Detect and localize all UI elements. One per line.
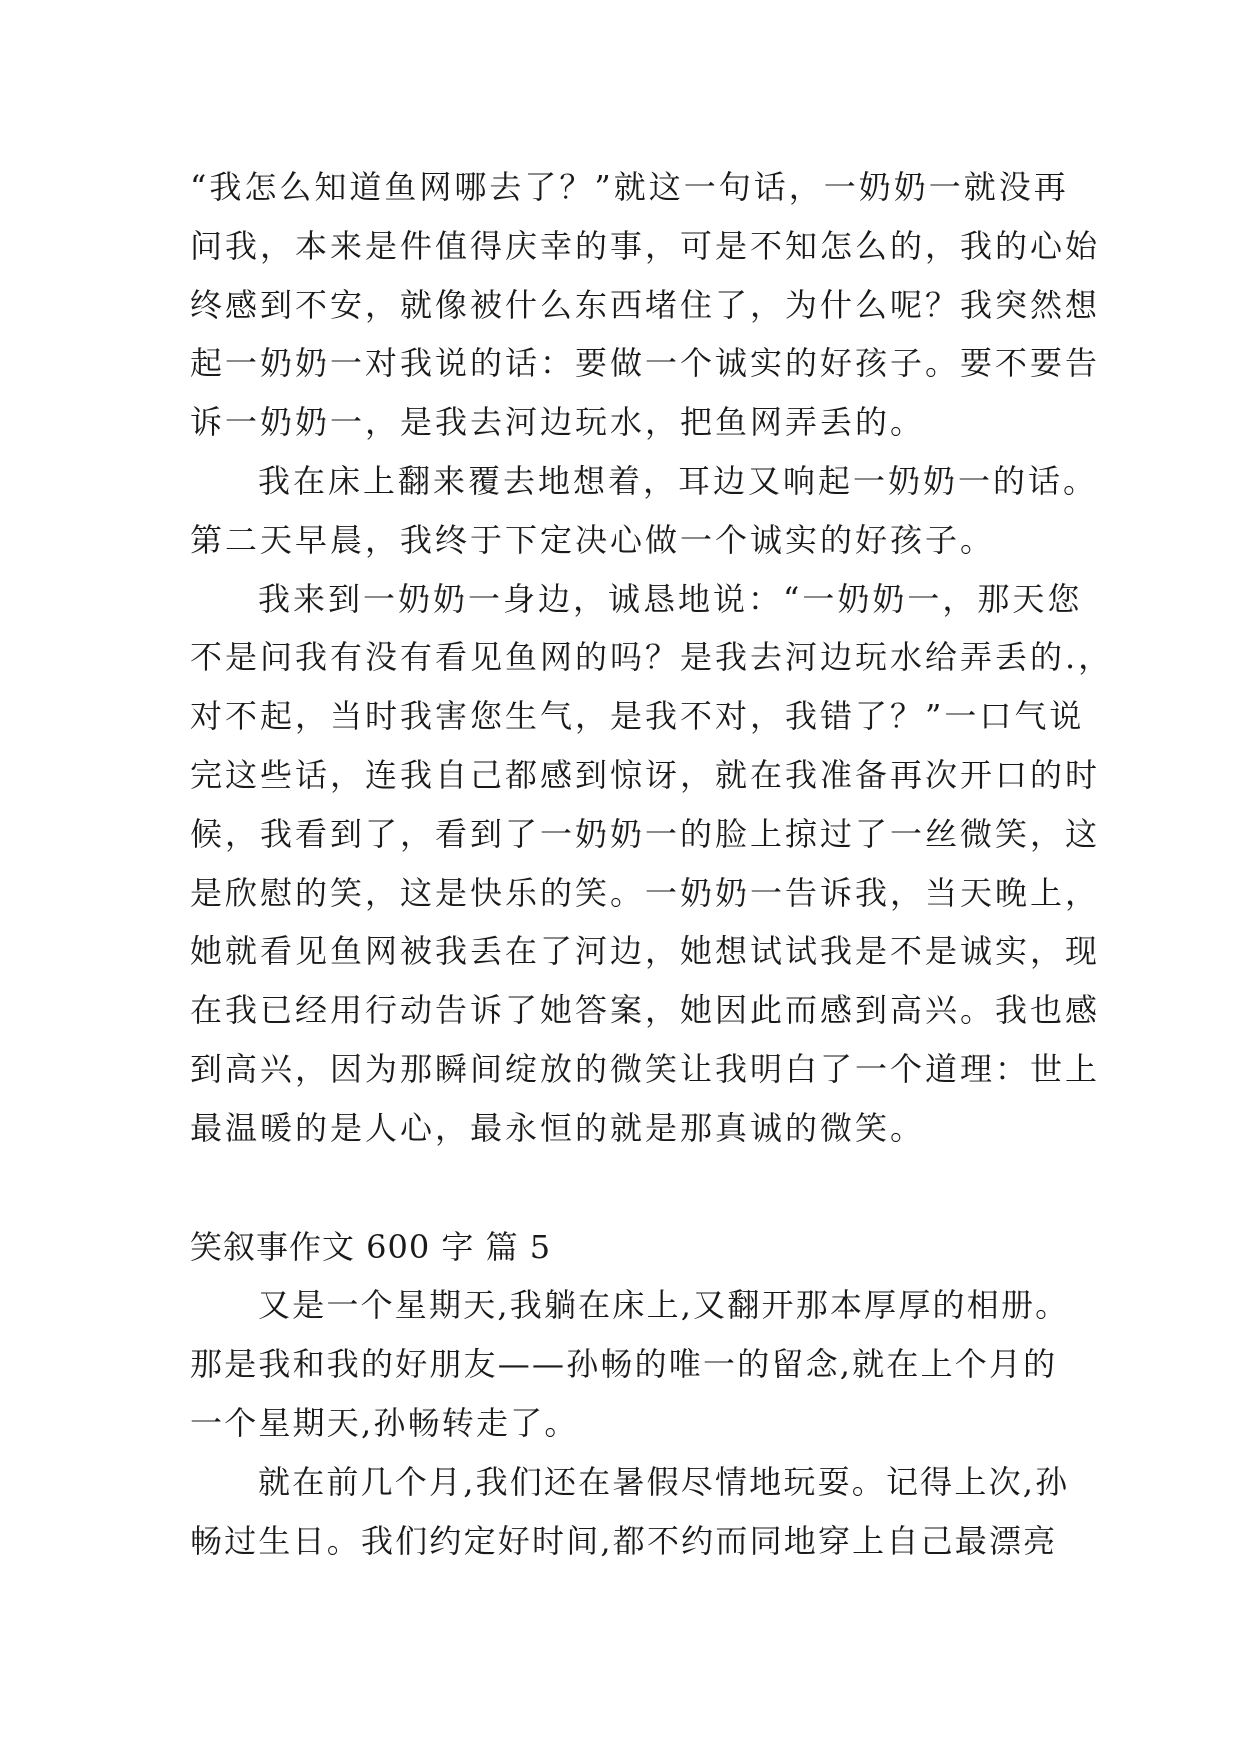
paragraph	[190, 1276, 1070, 1452]
text-line: 诉一奶奶一，是我去河边玩水，把鱼网弄丢的。	[190, 403, 926, 442]
text-line: 是欣慰的笑，这是快乐的笑。一奶奶一告诉我，当天晚上，	[190, 873, 1101, 912]
text-line: 我在床上翻来覆去地想着，耳边又响起一奶奶一的话。	[258, 461, 1099, 500]
text-line: “我怎么知道鱼网哪去了？”就这一句话，一奶奶一就没再	[190, 168, 1069, 206]
paragraph	[190, 1453, 1070, 1571]
text-line: 最温暖的是人心，最永恒的就是那真诚的微笑。	[190, 1108, 926, 1147]
text-line: 到高兴，因为那瞬间绽放的微笑让我明白了一个道理：世上	[190, 1049, 1101, 1088]
text-line: 不是问我有没有看见鱼网的吗？是我去河边玩水给弄丢的.，	[190, 638, 1114, 677]
document-page	[190, 158, 1114, 1570]
paragraph	[190, 452, 1099, 570]
paragraph	[190, 158, 1101, 452]
text-line: 畅过生日。我们约定好时间,都不约而同地穿上自己最漂亮	[190, 1521, 1058, 1560]
section-heading: 笑叙事作文 600 字 篇 5	[190, 1227, 552, 1266]
text-line: 第二天早晨，我终于下定决心做一个诚实的好孩子。	[190, 520, 996, 559]
paragraph	[190, 570, 1114, 1158]
text-line: 完这些话，连我自己都感到惊讶，就在我准备再次开口的时	[190, 755, 1101, 794]
section-spacer	[190, 1158, 1050, 1218]
text-line: 起一奶奶一对我说的话：要做一个诚实的好孩子。要不要告	[190, 344, 1101, 383]
text-line: 候，我看到了，看到了一奶奶一的脸上掠过了一丝微笑，这	[190, 814, 1101, 853]
text-line: 问我，本来是件值得庆幸的事，可是不知怎么的，我的心始	[190, 226, 1101, 265]
text-line: 就在前几个月,我们还在暑假尽情地玩耍。记得上次,孙	[258, 1462, 1070, 1501]
text-line: 一个星期天,孙畅转走了。	[190, 1403, 579, 1442]
text-line: 她就看见鱼网被我丢在了河边，她想试试我是不是诚实，现	[190, 932, 1101, 971]
text-line: 又是一个星期天,我躺在床上,又翻开那本厚厚的相册。	[258, 1286, 1070, 1325]
text-line: 对不起，当时我害您生气，是我不对，我错了？”一口气说	[190, 697, 1085, 736]
text-line: 终感到不安，就像被什么东西堵住了，为什么呢？我突然想	[190, 285, 1101, 324]
text-line: 那是我和我的好朋友——孙畅的唯一的留念,就在上个月的	[190, 1345, 1058, 1384]
text-line: 我来到一奶奶一身边，诚恳地说：“一奶奶一，那天您	[258, 579, 1083, 618]
text-line: 在我已经用行动告诉了她答案，她因此而感到高兴。我也感	[190, 991, 1101, 1030]
